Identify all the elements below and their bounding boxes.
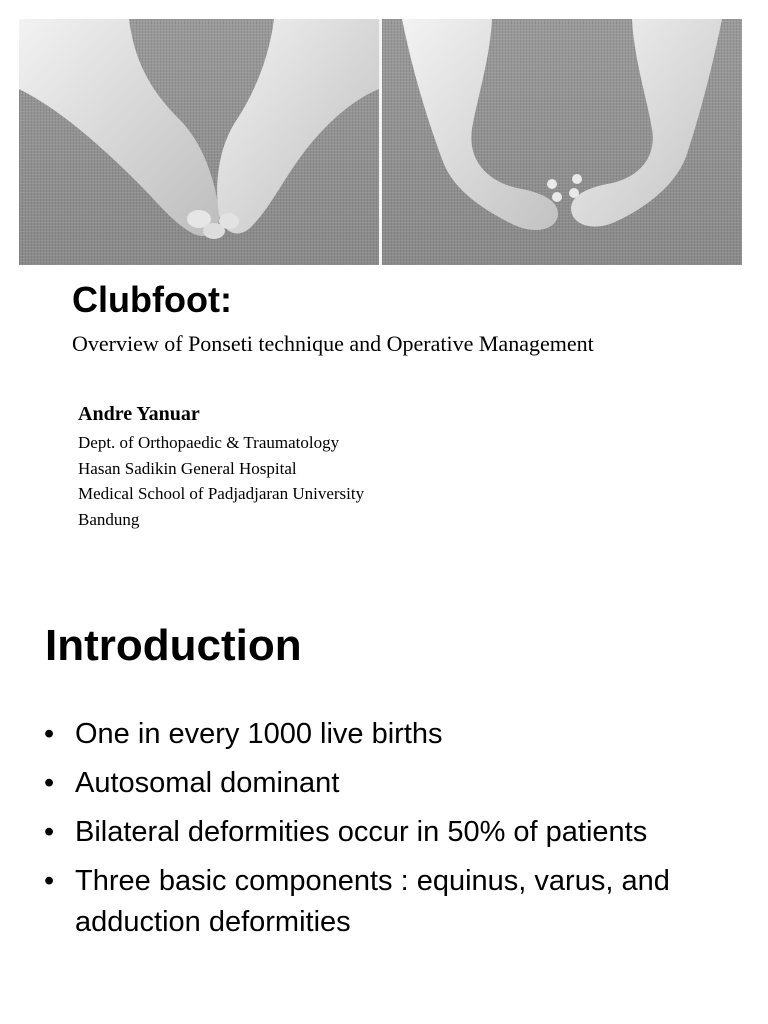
introduction-bullet-list bbox=[44, 714, 734, 951]
list-item bbox=[44, 812, 734, 853]
bullet-icon: • bbox=[44, 865, 55, 897]
author-name: Andre Yanuar bbox=[78, 403, 200, 425]
bullet-text: Autosomal dominant bbox=[75, 767, 340, 799]
author-block bbox=[78, 403, 364, 532]
clubfoot-sole-view-illustration bbox=[382, 19, 742, 265]
slide-introduction bbox=[0, 590, 768, 1024]
bullet-text: Three basic components : equinus, varus, and adduction deformities bbox=[75, 865, 670, 938]
affiliation-city: Bandung bbox=[78, 509, 140, 529]
affiliation-hospital: Hasan Sadikin General Hospital bbox=[78, 458, 297, 478]
bullet-text: One in every 1000 live births bbox=[75, 718, 443, 750]
list-item bbox=[44, 714, 734, 755]
clubfoot-photo-strip bbox=[19, 19, 742, 265]
introduction-heading: Introduction bbox=[45, 621, 302, 670]
affiliation-department: Dept. of Orthopaedic & Traumatology bbox=[78, 433, 340, 452]
bullet-text: Bilateral deformities occur in 50% of patients bbox=[75, 816, 648, 848]
bullet-icon: • bbox=[44, 767, 55, 799]
slide-subtitle: Overview of Ponseti technique and Operative Management bbox=[72, 331, 594, 356]
clubfoot-front-view-illustration bbox=[19, 19, 379, 265]
list-item bbox=[44, 861, 734, 943]
affiliation-university: Medical School of Padjadjaran University bbox=[78, 484, 365, 503]
clubfoot-front-view-photo bbox=[19, 19, 379, 265]
list-item bbox=[44, 763, 734, 804]
bullet-icon: • bbox=[44, 816, 55, 848]
bullet-icon: • bbox=[44, 718, 55, 750]
clubfoot-sole-view-photo bbox=[382, 19, 742, 265]
slide-title-heading: Clubfoot: bbox=[72, 279, 232, 320]
